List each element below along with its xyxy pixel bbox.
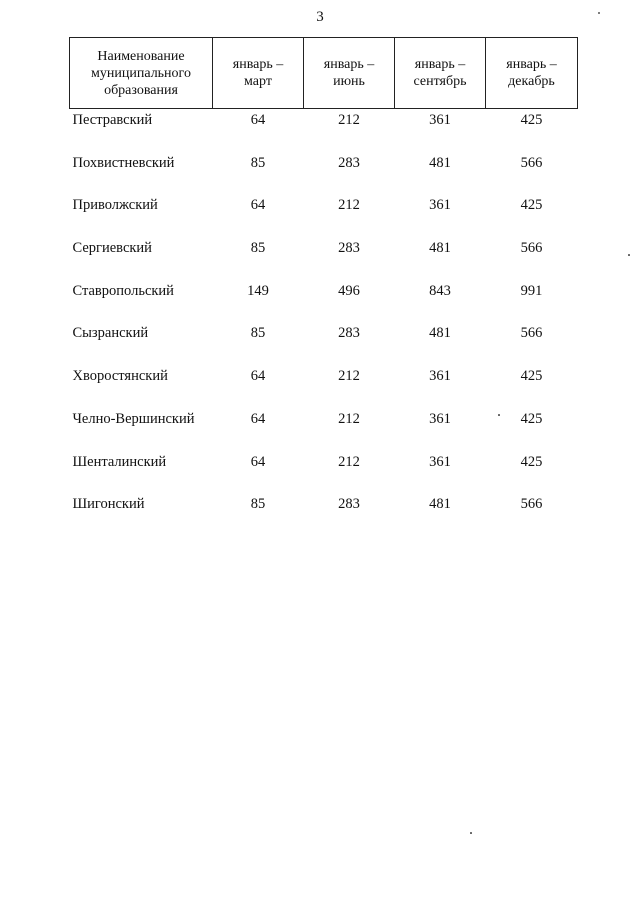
value-jan-dec: 566 <box>520 154 543 171</box>
header-jan-mar-line-2: март <box>244 74 272 89</box>
value-jan-jun: 212 <box>338 453 360 470</box>
value-jan-mar: 64 <box>250 368 266 385</box>
value-jan-sep: 481 <box>429 496 451 513</box>
table-body <box>70 109 578 536</box>
table-row <box>70 365 578 408</box>
value-jan-jun: 212 <box>338 112 360 128</box>
municipality-name: Пестравский <box>72 112 153 128</box>
table-row <box>70 408 578 451</box>
table-row <box>70 451 578 494</box>
scan-speck <box>628 254 630 256</box>
value-jan-dec: 425 <box>520 410 543 427</box>
header-jan-mar <box>213 38 304 109</box>
table-header <box>70 38 578 109</box>
value-jan-dec: 425 <box>520 368 543 385</box>
value-jan-sep: 361 <box>429 197 451 214</box>
value-jan-mar: 149 <box>247 282 269 299</box>
scan-speck <box>498 414 500 416</box>
value-jan-sep: 843 <box>429 282 451 299</box>
header-jan-dec-line-2: декабрь <box>508 74 555 89</box>
value-jan-jun: 283 <box>338 154 360 171</box>
value-jan-dec: 566 <box>520 496 543 513</box>
value-jan-jun: 283 <box>338 240 360 257</box>
municipality-name: Шенталинский <box>72 453 167 470</box>
header-jan-sep-line-2: сентябрь <box>413 74 467 89</box>
value-jan-dec: 425 <box>520 197 543 214</box>
municipality-name: Приволжский <box>72 197 158 214</box>
municipality-name: Ставропольский <box>72 282 174 299</box>
header-jan-mar-line-1: январь – <box>232 57 284 72</box>
value-jan-sep: 481 <box>429 154 451 171</box>
header-jan-dec <box>486 38 578 109</box>
value-jan-mar: 85 <box>250 325 266 342</box>
scan-speck <box>470 832 472 834</box>
table-row <box>70 237 578 280</box>
municipality-name: Похвистневский <box>72 154 175 171</box>
municipality-name: Хворостянский <box>72 368 168 385</box>
value-jan-jun: 212 <box>338 368 360 385</box>
value-jan-mar: 64 <box>250 410 266 427</box>
table-row <box>70 109 578 152</box>
value-jan-jun: 212 <box>338 197 360 214</box>
value-jan-sep: 481 <box>429 240 451 257</box>
value-jan-sep: 361 <box>429 453 451 470</box>
scan-speck <box>598 12 600 14</box>
value-jan-sep: 361 <box>429 410 451 427</box>
header-jan-jun-line-1: январь – <box>323 57 375 72</box>
municipality-name: Челно-Вершинский <box>72 410 195 427</box>
value-jan-sep: 481 <box>429 325 451 342</box>
header-jan-jun <box>304 38 395 109</box>
value-jan-sep: 361 <box>429 368 451 385</box>
header-row <box>70 38 578 109</box>
value-jan-mar: 85 <box>250 240 266 257</box>
header-jan-dec-line-1: январь – <box>506 57 557 72</box>
table-row <box>70 194 578 237</box>
header-municipality <box>70 38 213 109</box>
value-jan-sep: 361 <box>429 112 451 128</box>
value-jan-mar: 64 <box>250 112 266 128</box>
value-jan-jun: 283 <box>338 496 360 513</box>
header-jan-jun-line-2: июнь <box>333 74 365 89</box>
municipality-name: Сызранский <box>72 325 149 342</box>
table-row <box>70 493 578 536</box>
table-row <box>70 280 578 323</box>
value-jan-dec: 425 <box>520 453 543 470</box>
header-jan-sep <box>395 38 486 109</box>
value-jan-mar: 64 <box>250 453 266 470</box>
value-jan-dec: 425 <box>520 112 543 128</box>
header-jan-sep-line-1: январь – <box>414 57 466 72</box>
table-row <box>70 152 578 195</box>
header-municipality-line-2: муниципального <box>91 65 191 81</box>
value-jan-jun: 496 <box>338 282 360 299</box>
page-number: 3 <box>316 9 324 25</box>
value-jan-mar: 64 <box>250 197 266 214</box>
header-municipality-line-1: Наименование <box>97 48 185 64</box>
data-table <box>69 37 578 536</box>
value-jan-jun: 212 <box>338 410 360 427</box>
municipality-name: Шигонский <box>72 496 145 513</box>
municipality-name: Сергиевский <box>72 240 152 257</box>
value-jan-dec: 566 <box>520 240 543 257</box>
table-row <box>70 322 578 365</box>
value-jan-jun: 283 <box>338 325 360 342</box>
value-jan-dec: 566 <box>520 325 543 342</box>
value-jan-mar: 85 <box>250 496 266 513</box>
value-jan-dec: 991 <box>520 282 543 299</box>
value-jan-mar: 85 <box>250 154 266 171</box>
header-municipality-line-3: образования <box>104 82 178 98</box>
